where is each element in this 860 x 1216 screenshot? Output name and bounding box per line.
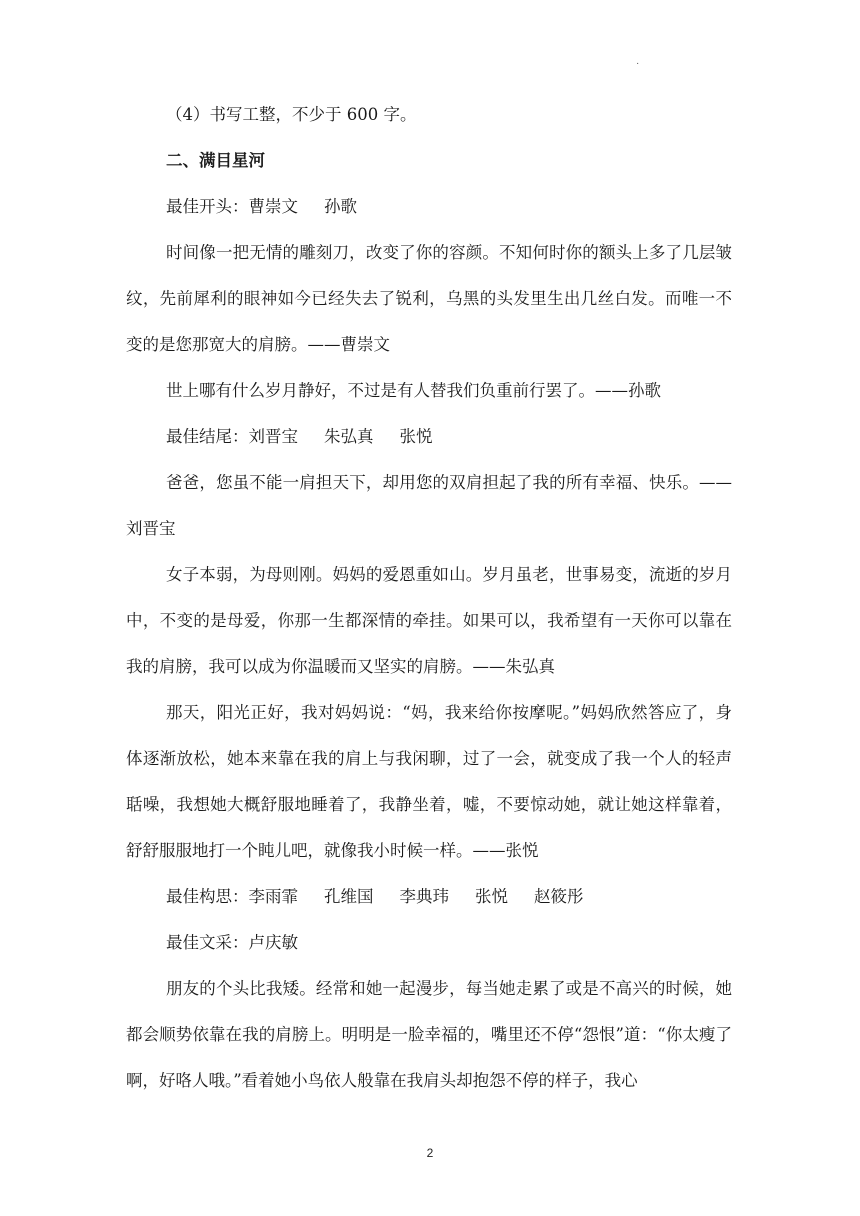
award-name: 孙歌 (324, 197, 357, 216)
award-name: 曹崇文 (248, 197, 298, 216)
best-style-line (126, 920, 732, 966)
ending-excerpt-1: 爸爸，您虽不能一肩担天下，却用您的双肩担起了我的所有幸福、快乐。——刘晋宝 (126, 473, 732, 538)
section-heading: 二、满目星河 (166, 151, 265, 170)
award-name: 卢庆敏 (248, 933, 298, 952)
document-page (126, 92, 732, 1104)
opening-excerpt-1: 时间像一把无情的雕刻刀，改变了你的容颜。不知何时你的额头上多了几层皱纹，先前犀利的眼神如今已经失去了锐利，乌黑的头发里生出几丝白发。而唯一不变的是您那宽大的肩膀。——曹崇文 (126, 243, 732, 354)
best-style-label: 最佳文采： (166, 933, 249, 952)
award-name: 刘晋宝 (248, 427, 298, 446)
best-opening-line (126, 184, 732, 230)
best-opening-label: 最佳开头： (166, 197, 249, 216)
award-name: 李典玮 (399, 887, 449, 906)
award-name: 孔维国 (324, 887, 374, 906)
best-idea-label: 最佳构思： (166, 887, 249, 906)
award-name: 张悦 (399, 427, 433, 446)
best-ending-label: 最佳结尾： (166, 427, 249, 446)
requirement-item-4: （4）书写工整，不少于 600 字。 (166, 105, 417, 124)
award-name: 朱弘真 (324, 427, 374, 446)
header-mark: · (636, 58, 640, 69)
ending-excerpt-2: 女子本弱，为母则刚。妈妈的爱恩重如山。岁月虽老，世事易变，流逝的岁月中，不变的是母爱，你那一生都深情的牵挂。如果可以，我希望有一天你可以靠在我的肩膀，我可以成为你温暖而又坚实的肩膀。——朱弘真 (126, 565, 732, 676)
style-excerpt-1: 朋友的个头比我矮。经常和她一起漫步，每当她走累了或是不高兴的时候，她都会顺势依靠在我的肩膀上。明明是一脸幸福的，嘴里还不停“怨恨”道：“你太瘦了啊，好咯人哦。”看着她小鸟依人般靠在我肩头却抱怨不停的样子，我心 (126, 979, 732, 1090)
best-idea-line (126, 874, 732, 920)
award-name: 赵筱彤 (534, 887, 584, 906)
award-name: 李雨霏 (248, 887, 298, 906)
opening-excerpt-2: 世上哪有什么岁月静好，不过是有人替我们负重前行罢了。——孙歌 (166, 381, 661, 400)
award-name: 张悦 (475, 887, 508, 906)
ending-excerpt-3: 那天，阳光正好，我对妈妈说：“妈，我来给你按摩呢。”妈妈欣然答应了，身体逐渐放松，她本来靠在我的肩上与我闲聊，过了一会，就变成了我一个人的轻声聒噪，我想她大概舒服地睡着了，我静坐着，嘘，不要惊动她，就让她这样靠着，舒舒服服地打一个盹儿吧，就像我小时候一样。——张悦 (126, 703, 732, 860)
best-ending-line (126, 414, 732, 460)
page-number: 2 (426, 1146, 434, 1160)
